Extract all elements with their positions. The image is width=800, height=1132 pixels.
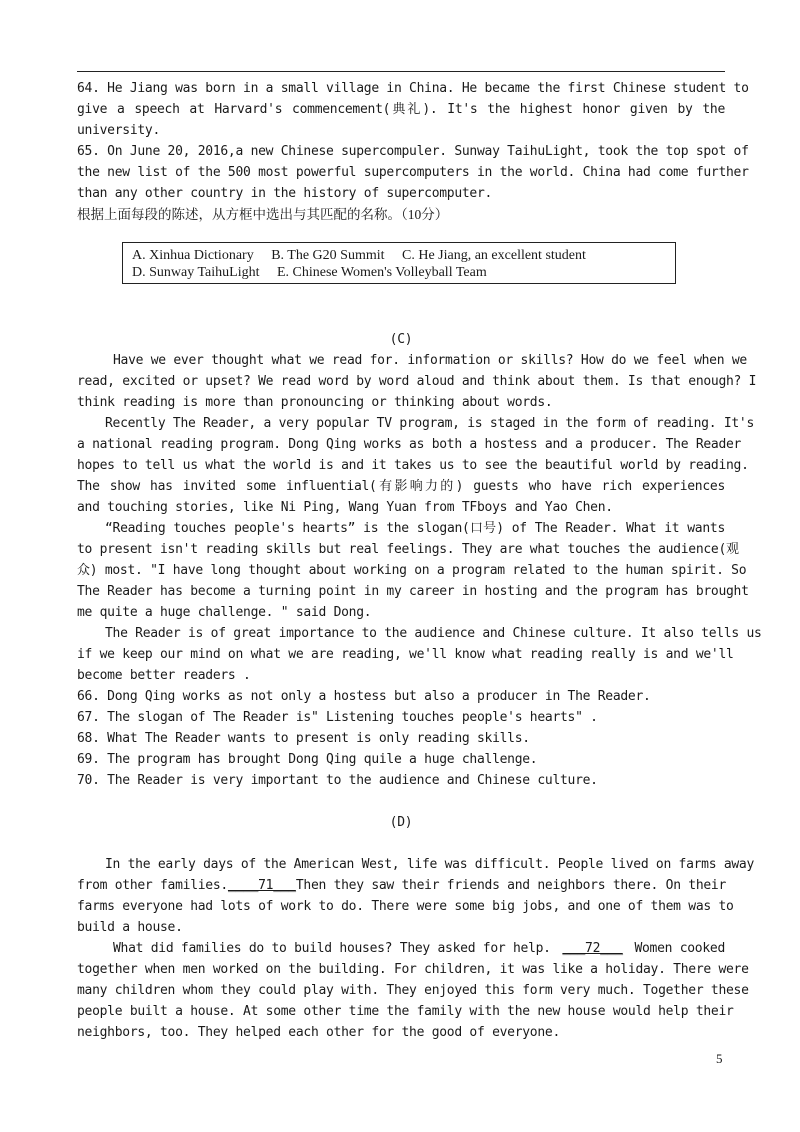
options-box — [122, 242, 676, 284]
text-line: The show has invited some influential(有影响力的) guests who have rich experiences — [77, 479, 725, 494]
text-segment: Women cooked — [634, 941, 725, 956]
text-line: build a house. — [77, 920, 183, 935]
text-line: The Reader is of great importance to the audience and Chinese culture. It also tells us — [105, 626, 762, 641]
blank-72: ___72___ — [562, 941, 623, 956]
question-66: 66. Dong Qing works as not only a hostess but also a producer in The Reader. — [77, 689, 651, 704]
text-line: the new list of the 500 most powerful supercomputers in the world. China had come further — [77, 165, 749, 180]
text-line: a national reading program. Dong Qing works as both a hostess and a producer. The Reader — [77, 437, 742, 452]
section-heading: (C) — [389, 332, 413, 347]
options-line: D. Sunway TaihuLight E. Chinese Women's Volleyball Team — [132, 265, 487, 280]
text-line: people built a house. At some other time the family with the new house would help their — [77, 1004, 734, 1019]
text-line: give a speech at Harvard's commencement(典礼). It's the highest honor given by the — [77, 102, 725, 117]
text-line: Have we ever thought what we read for. information or skills? How do we feel when we — [113, 353, 747, 368]
text-line: “Reading touches people's hearts” is the slogan(口号) of The Reader. What it wants — [105, 521, 725, 536]
text-segment: from other families. — [77, 878, 228, 893]
options-line: A. Xinhua Dictionary B. The G20 Summit C. He Jiang, an excellent student — [132, 248, 586, 263]
text-line: and touching stories, like Ni Ping, Wang Yuan from TFboys and Yao Chen. — [77, 500, 613, 515]
text-line: 64. He Jiang was born in a small village in China. He became the first Chinese student to — [77, 81, 749, 96]
text-line: farms everyone had lots of work to do. There were some big jobs, and one of them was to — [77, 899, 734, 914]
text-line: In the early days of the American West, life was difficult. People lived on farms away — [105, 857, 755, 872]
text-line: together when men worked on the building. For children, it was like a holiday. There were — [77, 962, 749, 977]
question-70: 70. The Reader is very important to the audience and Chinese culture. — [77, 773, 598, 788]
text-line: hopes to tell us what the world is and it takes us to see the beautiful world by reading. — [77, 458, 749, 473]
text-line: 65. On June 20, 2016,a new Chinese supercompuler. Sunway TaihuLight, took the top spot of — [77, 144, 749, 159]
question-69: 69. The program has brought Dong Qing quile a huge challenge. — [77, 752, 538, 767]
text-line: neighbors, too. They helped each other for the good of everyone. — [77, 1025, 560, 1040]
section-heading: (D) — [389, 815, 413, 830]
text-line-with-blank — [77, 875, 725, 896]
text-line: become better readers . — [77, 668, 251, 683]
blank-71: ____71___ — [227, 878, 296, 893]
instruction-text: 根据上面每段的陈述，从方框中选出与其匹配的名称。（10分） — [77, 207, 449, 222]
text-line: me quite a huge challenge. " said Dong. — [77, 605, 372, 620]
question-67: 67. The slogan of The Reader is" Listening touches people's hearts" . — [77, 710, 598, 725]
text-line: 众) most. "I have long thought about working on a program related to the human spirit. So — [77, 563, 747, 578]
text-segment: Then they saw their friends and neighbors there. On their — [295, 878, 727, 893]
text-line: if we keep our mind on what we are reading, we'll know what reading really is and we'll — [77, 647, 734, 662]
text-line: The Reader has become a turning point in my career in hosting and the program has brought — [77, 584, 749, 599]
text-segment: What did families do to build houses? They asked for help. — [113, 941, 551, 956]
text-line: to present isn't reading skills but real feelings. They are what touches the audience(观 — [77, 542, 739, 557]
question-68: 68. What The Reader wants to present is only reading skills. — [77, 731, 530, 746]
text-line: many children whom they could play with. They enjoyed this form very much. Together these — [77, 983, 749, 998]
text-line-with-blank — [77, 938, 725, 959]
text-line: than any other country in the history of supercomputer. — [77, 186, 493, 201]
page-number: 5 — [716, 1051, 723, 1066]
top-rule — [77, 71, 725, 72]
text-line: university. — [77, 123, 161, 138]
text-line: think reading is more than pronouncing or thinking about words. — [77, 395, 553, 410]
text-line: read, excited or upset? We read word by word aloud and think about them. Is that enough? I — [77, 374, 757, 389]
text-line: Recently The Reader, a very popular TV program, is staged in the form of reading. It's — [105, 416, 755, 431]
